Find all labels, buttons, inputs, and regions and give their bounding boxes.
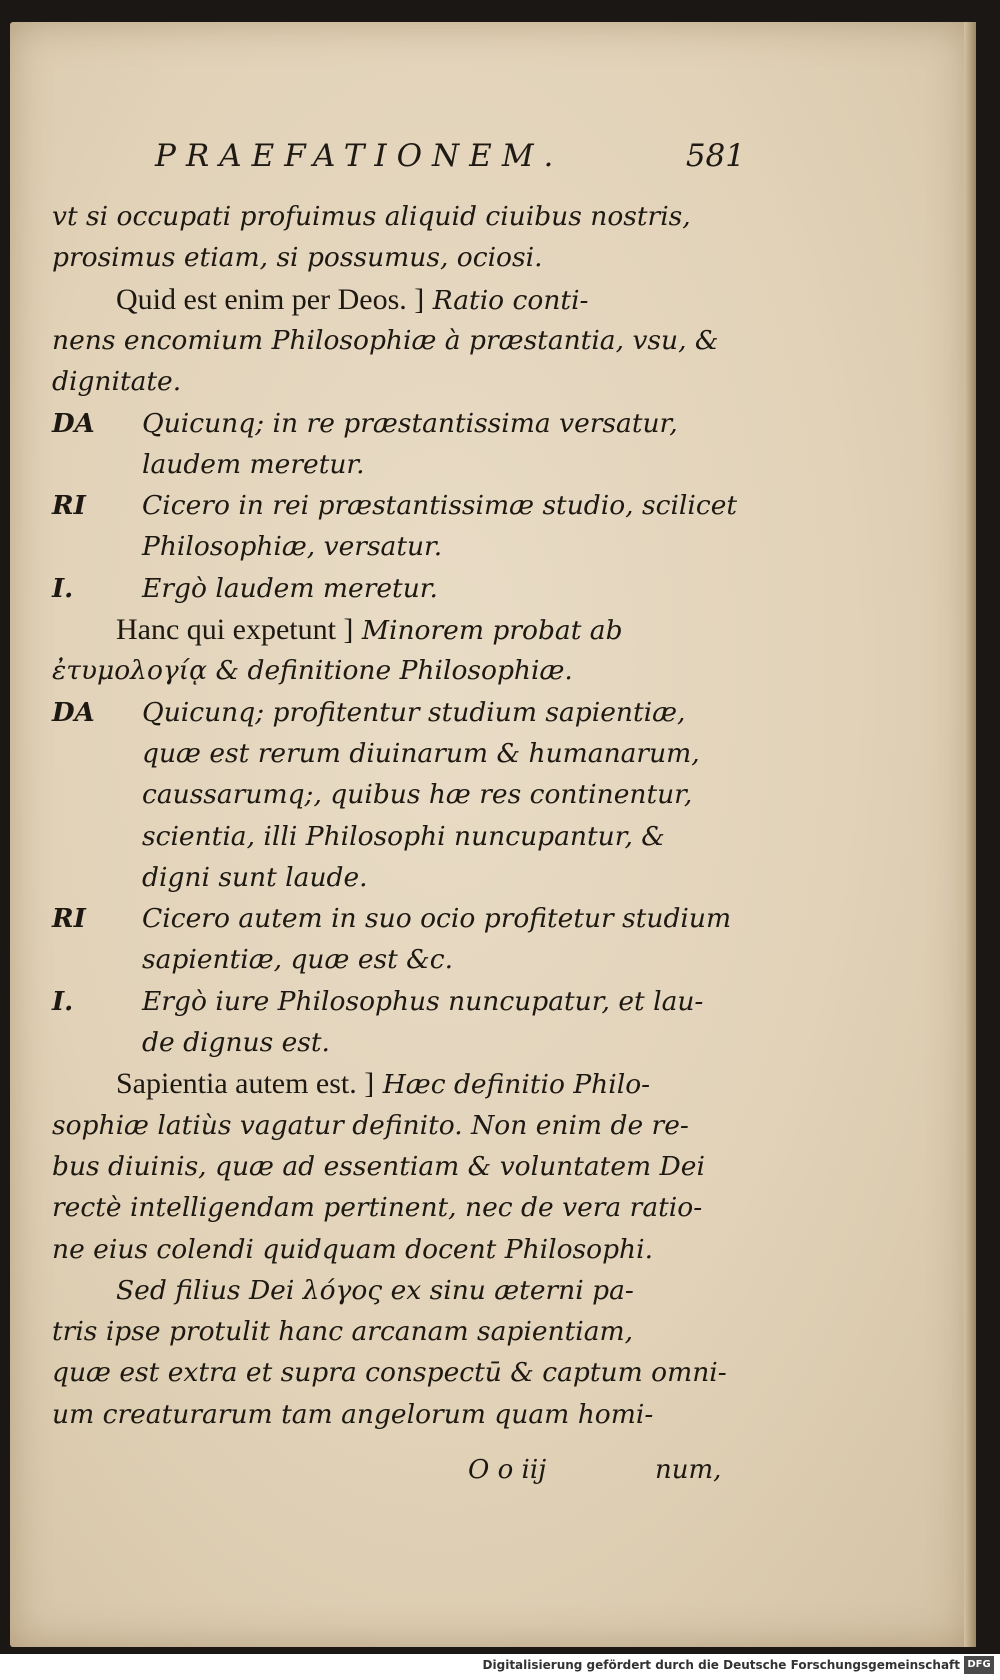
line-text: um creaturarum tam angelorum quam homi- bbox=[52, 1399, 654, 1430]
credit-text: Digitalisierung gefördert durch die Deutsche Forschungsgemeinschaft bbox=[482, 1658, 960, 1672]
line-text: ἐτυμολογίᾳ & definitione Philosophiæ. bbox=[52, 655, 573, 686]
line-text: Cicero in rei præstantissimæ studio, scilicet bbox=[142, 490, 738, 521]
text-line bbox=[142, 693, 685, 733]
line-text: Sed filius Dei λόγος ex sinu æterni pa- bbox=[116, 1275, 634, 1306]
text-line bbox=[116, 610, 623, 650]
text-line bbox=[116, 1064, 650, 1104]
line-text: prosimus etiam, si possumus, ociosi. bbox=[52, 242, 543, 273]
text-line bbox=[142, 445, 365, 485]
line-text: Minorem probat ab bbox=[353, 615, 623, 646]
text-line bbox=[52, 1147, 705, 1187]
text-line bbox=[142, 486, 737, 526]
line-text: dignitate. bbox=[52, 366, 182, 397]
lemma: Hanc qui expetunt ] bbox=[116, 613, 354, 646]
signature-mark: O o iij bbox=[468, 1455, 547, 1485]
page-edge bbox=[964, 22, 976, 1647]
running-head: PRAEFATIONEM. bbox=[155, 138, 564, 174]
text-line bbox=[52, 362, 181, 402]
line-text: Ratio conti- bbox=[424, 285, 589, 316]
line-text: laudem meretur. bbox=[142, 449, 365, 480]
text-line bbox=[116, 1271, 634, 1311]
line-text: sophiæ latiùs vagatur definito. Non enim de re- bbox=[52, 1110, 689, 1141]
line-text: quæ est extra et supra conspectū & captum omni- bbox=[52, 1357, 727, 1388]
line-text: Ergò iure Philosophus nuncupatur, et lau- bbox=[142, 986, 704, 1017]
text-line bbox=[52, 1230, 653, 1270]
syllogism-label: RI bbox=[52, 904, 86, 934]
syllogism-label: I. bbox=[52, 574, 74, 604]
text-line bbox=[52, 1312, 633, 1352]
text-line bbox=[142, 817, 665, 857]
line-text: nens encomium Philosophiæ à præstantia, vsu, & bbox=[52, 325, 719, 356]
line-text: Cicero autem in suo ocio profitetur studium bbox=[142, 903, 732, 934]
text-line bbox=[142, 940, 453, 980]
line-text: de dignus est. bbox=[142, 1027, 330, 1058]
text-line bbox=[52, 321, 719, 361]
text-line bbox=[142, 899, 731, 939]
line-text: Hæc definitio Philo- bbox=[374, 1069, 651, 1100]
text-line bbox=[142, 404, 678, 444]
line-text: digni sunt laude. bbox=[142, 862, 368, 893]
text-line bbox=[142, 734, 700, 774]
line-text: scientia, illi Philosophi nuncupantur, & bbox=[142, 821, 665, 852]
line-text: tris ipse protulit hanc arcanam sapientiam, bbox=[52, 1316, 634, 1347]
text-line bbox=[142, 527, 442, 567]
catchword: num, bbox=[655, 1455, 722, 1485]
line-text: Quicunq; in re præstantissima versatur, bbox=[142, 408, 678, 439]
syllogism-label: RI bbox=[52, 491, 86, 521]
text-line bbox=[142, 858, 368, 898]
text-line bbox=[52, 1106, 689, 1146]
text-line bbox=[142, 1023, 330, 1063]
page-header bbox=[155, 138, 745, 178]
lemma: Quid est enim per Deos. ] bbox=[116, 283, 425, 316]
text-line bbox=[52, 1353, 727, 1393]
dfg-logo: DFG bbox=[964, 1656, 994, 1674]
text-line bbox=[52, 651, 573, 691]
text-line bbox=[52, 197, 691, 237]
lemma: Sapientia autem est. ] bbox=[116, 1067, 375, 1100]
line-text: quæ est rerum diuinarum & humanarum, bbox=[142, 738, 700, 769]
line-text: rectè intelligendam pertinent, nec de vera ratio- bbox=[52, 1192, 703, 1223]
line-text: vt si occupati profuimus aliquid ciuibus nostris, bbox=[52, 201, 691, 232]
text-line bbox=[116, 280, 589, 320]
line-text: sapientiæ, quæ est &c. bbox=[142, 944, 454, 975]
text-line bbox=[142, 775, 692, 815]
text-line bbox=[142, 569, 438, 609]
syllogism-label: DA bbox=[52, 409, 95, 439]
text-line bbox=[52, 1188, 702, 1228]
text-line bbox=[142, 982, 703, 1022]
line-text: Philosophiæ, versatur. bbox=[142, 531, 443, 562]
line-text: Ergò laudem meretur. bbox=[142, 573, 438, 604]
line-text: ne eius colendi quidquam docent Philosophi. bbox=[52, 1234, 654, 1265]
syllogism-label: DA bbox=[52, 698, 95, 728]
text-line bbox=[52, 1395, 653, 1435]
line-text: bus diuinis, quæ ad essentiam & voluntatem Dei bbox=[52, 1151, 705, 1182]
syllogism-label: I. bbox=[52, 987, 74, 1017]
text-line bbox=[52, 238, 543, 278]
page-number: 581 bbox=[685, 138, 745, 174]
line-text: caussarumq;, quibus hæ res continentur, bbox=[142, 779, 693, 810]
line-text: Quicunq; profitentur studium sapientiæ, bbox=[142, 697, 686, 728]
